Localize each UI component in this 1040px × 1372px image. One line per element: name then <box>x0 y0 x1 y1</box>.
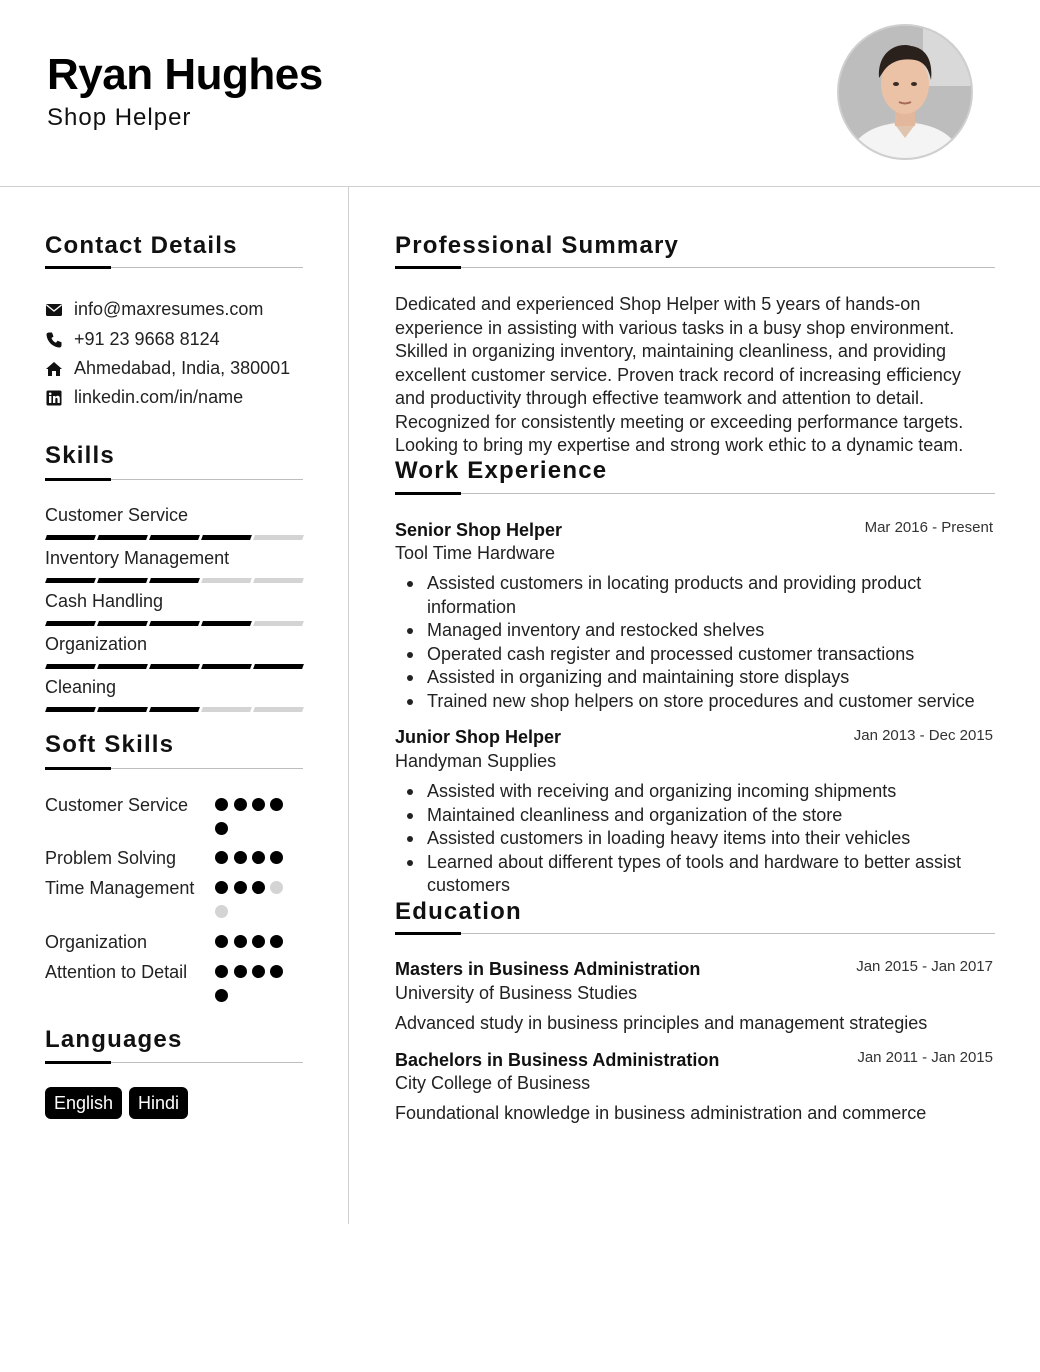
skill-level-segment <box>97 535 148 540</box>
degree-title: Masters in Business Administration <box>395 959 701 979</box>
skill-level-segment <box>201 664 252 669</box>
candidate-title: Shop Helper <box>47 104 192 131</box>
rating-dot <box>215 989 228 1002</box>
job-bullet: Trained new shop helpers on store procedures and customer service <box>427 690 995 714</box>
job-bullet: Maintained cleanliness and organization of the store <box>427 804 995 828</box>
job-bullets <box>395 572 995 713</box>
job-date: Jan 2013 - Dec 2015 <box>853 727 993 744</box>
rating-dot <box>234 881 247 894</box>
education-date: Jan 2015 - Jan 2017 <box>856 958 993 975</box>
rating-dot <box>270 881 283 894</box>
linkedin-text: linkedin.com/in/name <box>74 387 244 407</box>
skill-level-segment <box>97 621 148 626</box>
rating-dot <box>215 905 228 918</box>
skill-level-segment <box>149 664 200 669</box>
section-accent <box>45 1061 111 1064</box>
job-bullet: Learned about different types of tools and hardware to better assist customers <box>427 851 995 898</box>
language-badge: Hindi <box>129 1087 188 1119</box>
education-section-title: Education <box>395 898 522 925</box>
soft-skill-name: Problem Solving <box>45 848 177 868</box>
skill-level-bar <box>46 578 302 583</box>
job-company: Handyman Supplies <box>395 751 557 771</box>
section-accent <box>395 492 461 495</box>
skill-level-segment <box>45 578 96 583</box>
section-accent <box>45 266 111 269</box>
skill-level-segment <box>45 707 96 712</box>
section-accent <box>45 478 111 481</box>
job-bullet: Assisted customers in loading heavy items into their vehicles <box>427 827 995 851</box>
column-divider <box>348 187 349 1224</box>
skill-level-segment <box>201 578 252 583</box>
skill-level-segment <box>201 621 252 626</box>
skill-level-segment <box>149 578 200 583</box>
school-name: City College of Business <box>395 1073 591 1093</box>
soft-skill-name: Organization <box>45 932 148 952</box>
envelope-icon <box>45 301 63 319</box>
skill-level-bar <box>46 664 302 669</box>
rating-dot <box>234 798 247 811</box>
language-badge: English <box>45 1087 122 1119</box>
skill-level-segment <box>253 578 304 583</box>
phone-text: +91 23 9668 8124 <box>74 329 220 349</box>
soft-skill-name: Customer Service <box>45 795 189 815</box>
rating-dot <box>252 935 265 948</box>
rating-dot <box>215 798 228 811</box>
portrait-image <box>839 26 971 158</box>
linkedin-icon <box>45 389 63 407</box>
job-bullet: Managed inventory and restocked shelves <box>427 619 995 643</box>
section-divider <box>395 493 995 494</box>
section-accent <box>395 932 461 935</box>
school-name: University of Business Studies <box>395 983 638 1003</box>
languages-section-title: Languages <box>45 1026 183 1053</box>
degree-title: Bachelors in Business Administration <box>395 1050 720 1070</box>
rating-dot <box>215 851 228 864</box>
rating-dot <box>270 851 283 864</box>
education-description: Foundational knowledge in business administration and commerce <box>395 1103 927 1123</box>
skill-name: Inventory Management <box>45 548 230 568</box>
rating-dot <box>234 851 247 864</box>
address-text: Ahmedabad, India, 380001 <box>74 358 291 378</box>
skill-level-bar <box>46 535 302 540</box>
skill-level-segment <box>253 707 304 712</box>
rating-dot <box>252 881 265 894</box>
skill-name: Cash Handling <box>45 591 164 611</box>
section-divider <box>395 933 995 934</box>
soft-skills-section-title: Soft Skills <box>45 731 175 758</box>
skill-level-segment <box>149 621 200 626</box>
section-accent <box>395 266 461 269</box>
summary-text: Dedicated and experienced Shop Helper with 5 years of hands-on experience in assisting with various tasks in a busy shop environment. Skilled in organizing inventory, maintaining cleanliness, and providing excellent customer service. Proven track record of increasing efficiency and productivity through effective teamwork and attention to detail. Recognized for consistently meeting or exceeding performance targets. Looking to bring my expertise and strong work ethic to a dynamic team. <box>395 294 964 455</box>
skill-level-segment <box>149 535 200 540</box>
profile-photo <box>837 24 973 160</box>
skills-section-title: Skills <box>45 442 115 469</box>
contact-section-title: Contact Details <box>45 232 238 259</box>
skill-level-segment <box>201 707 252 712</box>
rating-dot <box>270 798 283 811</box>
skill-level-segment <box>45 664 96 669</box>
summary-section-title: Professional Summary <box>395 232 680 259</box>
soft-skill-name: Time Management <box>45 878 195 898</box>
skill-level-segment <box>253 664 304 669</box>
job-bullet: Assisted in organizing and maintaining store displays <box>427 666 995 690</box>
job-bullet: Assisted customers in locating products and providing product information <box>427 572 995 619</box>
skill-level-segment <box>97 578 148 583</box>
section-accent <box>45 767 111 770</box>
skill-level-segment <box>45 535 96 540</box>
skill-level-segment <box>97 707 148 712</box>
rating-dot <box>215 965 228 978</box>
job-title: Junior Shop Helper <box>395 727 562 747</box>
skill-level-bar <box>46 621 302 626</box>
section-divider <box>395 267 995 268</box>
skill-name: Cleaning <box>45 677 117 697</box>
rating-dot <box>234 965 247 978</box>
skill-level-bar <box>46 707 302 712</box>
rating-dot <box>252 965 265 978</box>
skill-level-segment <box>253 535 304 540</box>
experience-section-title: Work Experience <box>395 457 608 484</box>
job-bullet: Assisted with receiving and organizing incoming shipments <box>427 780 995 804</box>
job-bullet: Operated cash register and processed customer transactions <box>427 643 995 667</box>
rating-dot <box>215 935 228 948</box>
job-bullets <box>395 780 995 898</box>
rating-dot <box>252 798 265 811</box>
rating-dot <box>234 935 247 948</box>
candidate-name: Ryan Hughes <box>47 50 323 99</box>
soft-skill-name: Attention to Detail <box>45 962 188 982</box>
rating-dot <box>215 822 228 835</box>
education-description: Advanced study in business principles and management strategies <box>395 1013 928 1033</box>
job-date: Mar 2016 - Present <box>864 519 993 536</box>
education-date: Jan 2011 - Jan 2015 <box>857 1049 993 1066</box>
email-text: info@maxresumes.com <box>74 299 264 319</box>
home-icon <box>45 360 63 378</box>
skill-name: Organization <box>45 634 148 654</box>
rating-dot <box>270 935 283 948</box>
skill-level-segment <box>201 535 252 540</box>
rating-dot <box>252 851 265 864</box>
skill-level-segment <box>45 621 96 626</box>
job-company: Tool Time Hardware <box>395 543 556 563</box>
skill-level-segment <box>97 664 148 669</box>
job-title: Senior Shop Helper <box>395 520 563 540</box>
skill-level-segment <box>149 707 200 712</box>
skill-level-segment <box>253 621 304 626</box>
rating-dot <box>270 965 283 978</box>
skill-name: Customer Service <box>45 505 189 525</box>
phone-icon <box>45 331 63 349</box>
rating-dot <box>215 881 228 894</box>
resume-header <box>0 0 1040 187</box>
